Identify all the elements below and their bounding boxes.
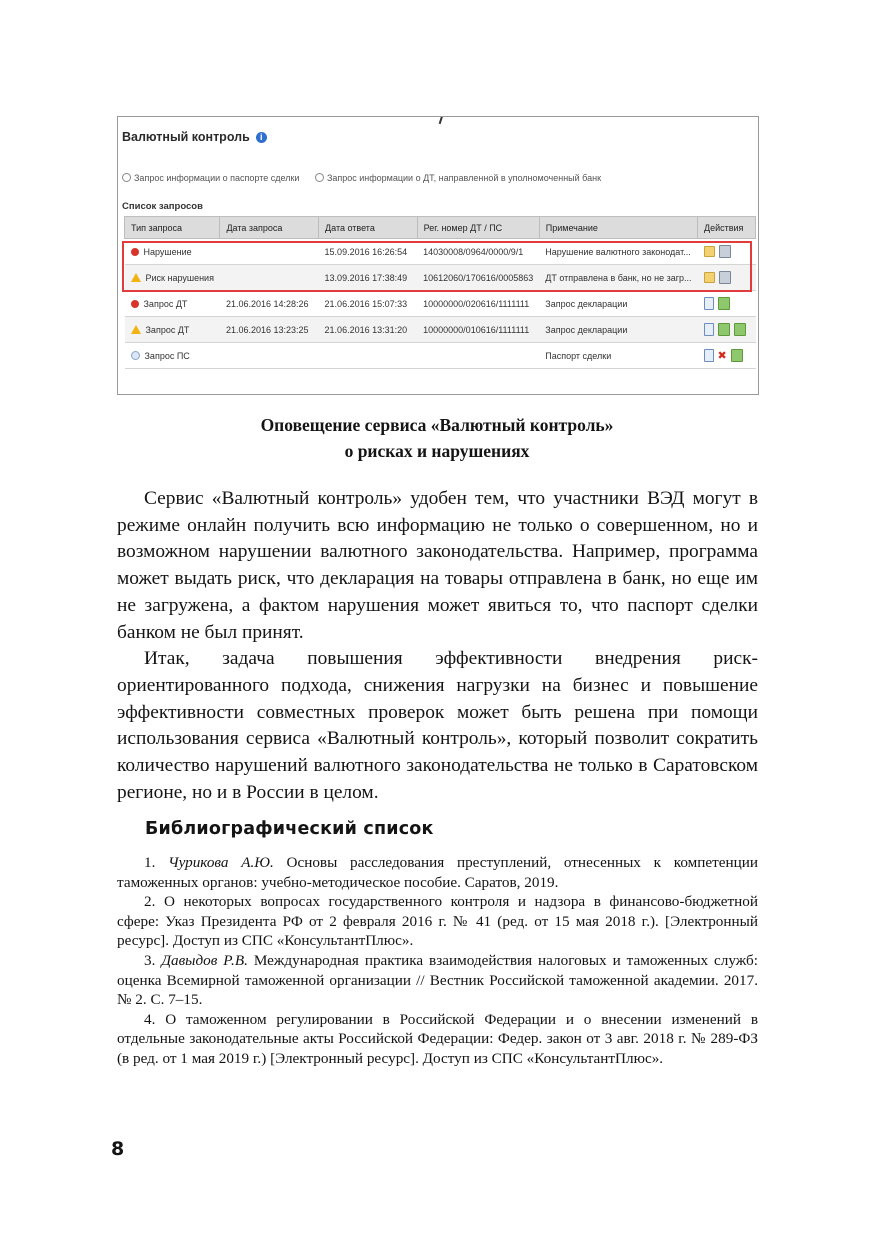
- paragraph: Итак, задача повышения эффективности внедрения риск-ориентированного подхода, снижения нагрузки на бизнес и повышение эффективности совместных проверок может быть решена при помощи использования сервиса «Валютный контроль», который позволит сократить количество нарушений валютного законодательства не только в Саратовском регионе, но и в России в целом.: [117, 648, 758, 803]
- print-icon[interactable]: [719, 245, 731, 258]
- body-text: [117, 486, 758, 806]
- column-header[interactable]: Дата запроса: [220, 217, 319, 239]
- bibliography-title: Библиографический список: [145, 819, 434, 839]
- table-row[interactable]: [125, 343, 756, 369]
- author: Давыдов Р.В.: [161, 951, 248, 969]
- type-cell: Запрос ПС: [125, 343, 220, 369]
- paragraph: Сервис «Валютный контроль» удобен тем, что участники ВЭД могут в режиме онлайн получить всю информацию не только о совершенном, но и возможном нарушении валютного законодательства. Например, программа может выдать риск, что декларация на товары отправлена в банк, но еще им не загружена, а фактом нарушения может явиться то, что паспорт сделки банком не был принят.: [117, 488, 758, 643]
- type-cell: Запрос ДТ: [125, 291, 220, 317]
- req-date-cell: 21.06.2016 14:28:26: [220, 291, 319, 317]
- column-header[interactable]: Действия: [698, 217, 756, 239]
- radio-icon: [122, 173, 131, 182]
- column-header[interactable]: Тип запроса: [125, 217, 220, 239]
- request-list-label: Список запросов: [122, 201, 203, 212]
- requests-table: [124, 216, 756, 369]
- note-cell: ДТ отправлена в банк, но не загр...: [539, 265, 697, 291]
- document-icon[interactable]: [704, 349, 714, 362]
- actions-cell: [698, 265, 756, 291]
- status-red-icon: [131, 300, 139, 308]
- resp-date-cell: 21.06.2016 15:07:33: [319, 291, 418, 317]
- req-date-cell: [220, 343, 319, 369]
- table-row[interactable]: [125, 265, 756, 291]
- type-cell: Риск нарушения: [125, 265, 220, 291]
- bibliography-item: 3. Давыдов Р.В. Международная практика взаимодействия налоговых и таможенных служб: оценка Всемирной таможенной организации // Вестник Российской таможенной академии. 2017. № 2. С. 7–15.: [117, 951, 759, 1009]
- reg-cell: 10000000/010616/1111111: [417, 317, 539, 343]
- table-row[interactable]: [125, 317, 756, 343]
- table-body: [125, 239, 756, 369]
- table-header: [125, 217, 756, 239]
- status-warn-icon: [131, 325, 141, 334]
- currency-control-screenshot: [117, 116, 759, 395]
- request-type-radios: [122, 173, 614, 183]
- req-date-cell: [220, 265, 319, 291]
- status-warn-icon: [131, 273, 141, 282]
- info-icon[interactable]: i: [256, 132, 267, 143]
- resp-date-cell: 21.06.2016 13:31:20: [319, 317, 418, 343]
- radio-icon: [315, 173, 324, 182]
- figure-caption: Оповещение сервиса «Валютный контроль» о рисках и нарушениях: [260, 415, 614, 461]
- bibliography-item: 2. О некоторых вопросах государственного контроля и надзора в финансово-бюджетной сфере: Указ Президента РФ от 2 февраля 2016 г. № 41 (ред. от 15 мая 2018 г.). [Электронный ресурс]. Доступ из СПС «КонсультантПлюс».: [117, 893, 759, 950]
- actions-cell: [698, 291, 756, 317]
- refresh-icon[interactable]: [734, 323, 746, 336]
- note-cell: Нарушение валютного законодат...: [539, 239, 697, 265]
- resp-date-cell: [319, 343, 418, 369]
- status-blue-icon: [131, 351, 140, 360]
- page-number: 8: [111, 1138, 125, 1160]
- type-cell: Нарушение: [125, 239, 220, 265]
- refresh-icon[interactable]: [718, 297, 730, 310]
- bibliography-item: 1. Чурикова А.Ю. Основы расследования преступлений, отнесенных к компетенции таможенных органов: учебно-методическое пособие. Саратов, 2019.: [117, 854, 758, 891]
- reg-cell: 10000000/020616/1111111: [417, 291, 539, 317]
- bibliography-list: [117, 853, 758, 1069]
- column-header[interactable]: Примечание: [539, 217, 697, 239]
- note-cell: Паспорт сделки: [539, 343, 697, 369]
- type-cell: Запрос ДТ: [125, 317, 220, 343]
- author: Чурикова А.Ю.: [168, 854, 274, 871]
- view-icon[interactable]: [704, 272, 715, 283]
- actions-cell: [698, 317, 756, 343]
- refresh-icon[interactable]: [718, 323, 730, 336]
- resp-date-cell: 15.09.2016 16:26:54: [319, 239, 418, 265]
- bibliography-item: 4. О таможенном регулировании в Российской Федерации и о внесении изменений в отдельные законодательные акты Российской Федерации: Федер. закон от 3 авг. 2018 г. № 289-ФЗ (в ред. от 1 мая 2019 г.) [Электронный ресурс]. Доступ из СПС «КонсультантПлюс».: [117, 1010, 758, 1067]
- radio-passport-request[interactable]: Запрос информации о паспорте сделки: [122, 173, 299, 183]
- screenshot-title: Валютный контроль i: [122, 130, 267, 144]
- table-row[interactable]: [125, 291, 756, 317]
- column-header[interactable]: Рег. номер ДТ / ПС: [417, 217, 539, 239]
- document-icon[interactable]: [704, 323, 714, 336]
- table-row[interactable]: [125, 239, 756, 265]
- actions-cell: [698, 343, 756, 369]
- reg-cell: [417, 343, 539, 369]
- req-date-cell: [220, 239, 319, 265]
- resp-date-cell: 13.09.2016 17:38:49: [319, 265, 418, 291]
- status-red-icon: [131, 248, 139, 256]
- radio-dt-request[interactable]: Запрос информации о ДТ, направленной в уполномоченный банк: [315, 173, 601, 183]
- document-icon[interactable]: [704, 297, 714, 310]
- cursor-mark: [439, 116, 444, 124]
- print-icon[interactable]: [719, 271, 731, 284]
- reg-cell: 14030008/0964/0000/9/1: [417, 239, 539, 265]
- delete-icon[interactable]: ✖: [717, 350, 727, 362]
- actions-cell: [698, 239, 756, 265]
- note-cell: Запрос декларации: [539, 291, 697, 317]
- req-date-cell: 21.06.2016 13:23:25: [220, 317, 319, 343]
- reg-cell: 10612060/170616/0005863: [417, 265, 539, 291]
- refresh-icon[interactable]: [731, 349, 743, 362]
- column-header[interactable]: Дата ответа: [319, 217, 418, 239]
- note-cell: Запрос декларации: [539, 317, 697, 343]
- view-icon[interactable]: [704, 246, 715, 257]
